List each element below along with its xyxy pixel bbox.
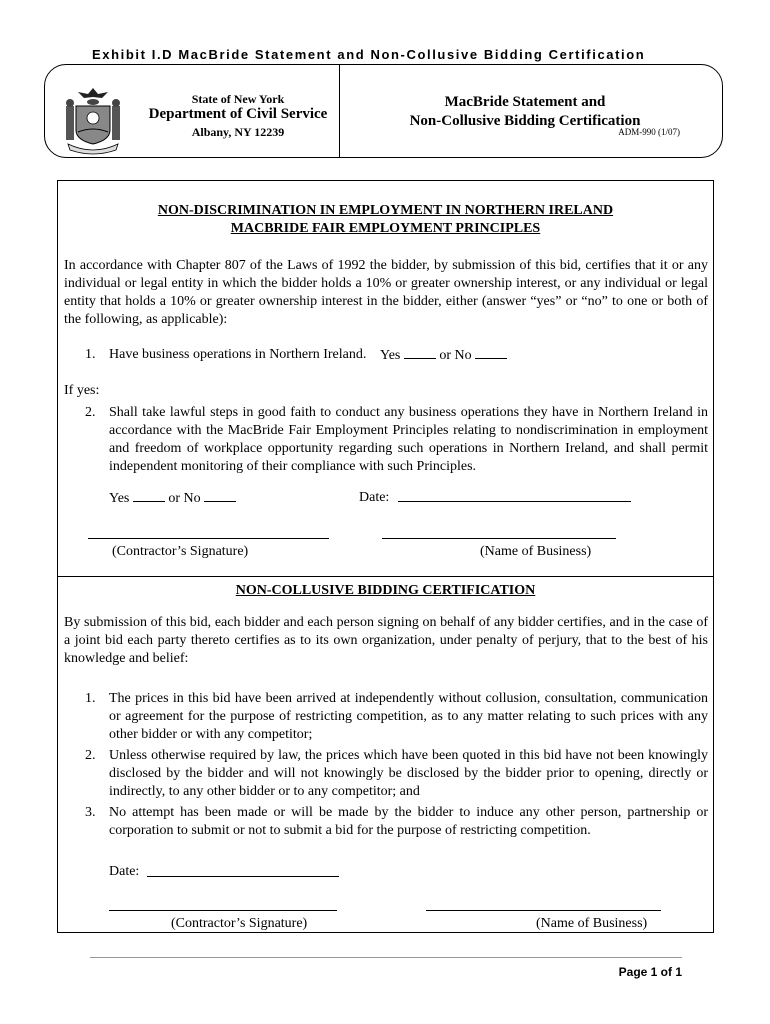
section2-business-label: (Name of Business) <box>536 916 648 931</box>
item1-answer <box>380 346 507 365</box>
section1-heading-line1: NON-DISCRIMINATION IN EMPLOYMENT IN NORTHERN IRELAND <box>157 203 614 218</box>
cert-item1-number: 1. <box>85 691 96 706</box>
item2-text: Shall take lawful steps in good faith to conduct any business operations they have in Northern Ireland in accordance with the MacBride Fair Employment Principles relating to nondiscrimination in employment and freedom of workplace opportunity regarding such operations in Northern Ireland, and shall permit independent monitoring of their compliance with such Principles. <box>109 405 708 474</box>
form-title-line2: Non-Collusive Bidding Certification <box>409 113 641 129</box>
section1-business-field[interactable] <box>382 538 616 539</box>
exhibit-title: Exhibit I.D MacBride Statement and Non-Collusive Bidding Certification <box>92 47 646 62</box>
section1-date-field[interactable] <box>398 501 631 502</box>
item1-number: 1. <box>85 347 96 362</box>
section2-heading: NON-COLLUSIVE BIDDING CERTIFICATION <box>235 583 536 598</box>
header-state: State of New York <box>191 92 285 106</box>
page-number: Page 1 of 1 <box>618 965 682 979</box>
header-address: Albany, NY 12239 <box>191 125 285 139</box>
section2-signature-field[interactable] <box>109 910 337 911</box>
item2-yes-blank[interactable] <box>133 489 165 502</box>
section1-business-label: (Name of Business) <box>480 544 592 559</box>
cert-item3-number: 3. <box>85 805 96 820</box>
if-yes-label: If yes: <box>64 383 100 398</box>
cert-item2-number: 2. <box>85 748 96 763</box>
form-number: ADM-990 (1/07) <box>618 127 680 137</box>
item1-yes-label: Yes <box>380 348 401 363</box>
item1-yes-blank[interactable] <box>404 346 436 359</box>
item1-no-blank[interactable] <box>475 346 507 359</box>
item2-no-blank[interactable] <box>204 489 236 502</box>
section1-heading-line2: MACBRIDE FAIR EMPLOYMENT PRINCIPLES <box>230 221 541 236</box>
footer-rule <box>90 957 682 958</box>
section1-signature-field[interactable] <box>88 538 329 539</box>
section1-signature-label: (Contractor’s Signature) <box>112 544 249 559</box>
state-seal-icon <box>62 86 124 156</box>
section-divider <box>57 576 714 577</box>
section2-date-label: Date: <box>109 864 140 879</box>
item2-no-label: or No <box>168 491 201 506</box>
item2-answer <box>109 489 236 508</box>
cert-item1-text: The prices in this bid have been arrived at independently without collusion, consultation, communication or agreement for the purpose of restricting competition, as to any matter relating to such prices with any other bidder or with any competitor; <box>109 691 708 742</box>
item2-yes-label: Yes <box>109 491 130 506</box>
form-title-line1: MacBride Statement and <box>444 94 606 110</box>
section2-business-field[interactable] <box>426 910 661 911</box>
section2-signature-label: (Contractor’s Signature) <box>171 916 308 931</box>
item1-no-label: or No <box>439 348 472 363</box>
section1-intro: In accordance with Chapter 807 of the Laws of 1992 the bidder, by submission of this bid, certifies that it or any individual or legal entity in which the bidder holds a 10% or greater ownership interest, or any individual or legal entity that holds a 10% or greater ownership interest in the bidder, either (answer “yes” or “no” to one or both of the following, as applicable): <box>64 258 708 327</box>
section1-date-label: Date: <box>359 490 390 505</box>
section2-date-field[interactable] <box>147 876 339 877</box>
header-department: Department of Civil Service <box>148 106 328 122</box>
section2-intro: By submission of this bid, each bidder and each person signing on behalf of any bidder certifies, and in the case of a joint bid each party thereto certifies as to its own organization, under penalty of perjury, that to the best of his knowledge and belief: <box>64 615 708 666</box>
header-divider <box>339 64 340 158</box>
item1-text: Have business operations in Northern Ireland. <box>109 347 367 362</box>
cert-item3-text: No attempt has been made or will be made by the bidder to induce any other person, partnership or corporation to submit or not to submit a bid for the purpose of restricting competition. <box>109 805 708 838</box>
item2-number: 2. <box>85 405 96 420</box>
cert-item2-text: Unless otherwise required by law, the prices which have been quoted in this bid have not been knowingly disclosed by the bidder and will not knowingly be disclosed by the bidder prior to opening, directly or indirectly, to any other bidder or to any competitor; and <box>109 748 708 799</box>
